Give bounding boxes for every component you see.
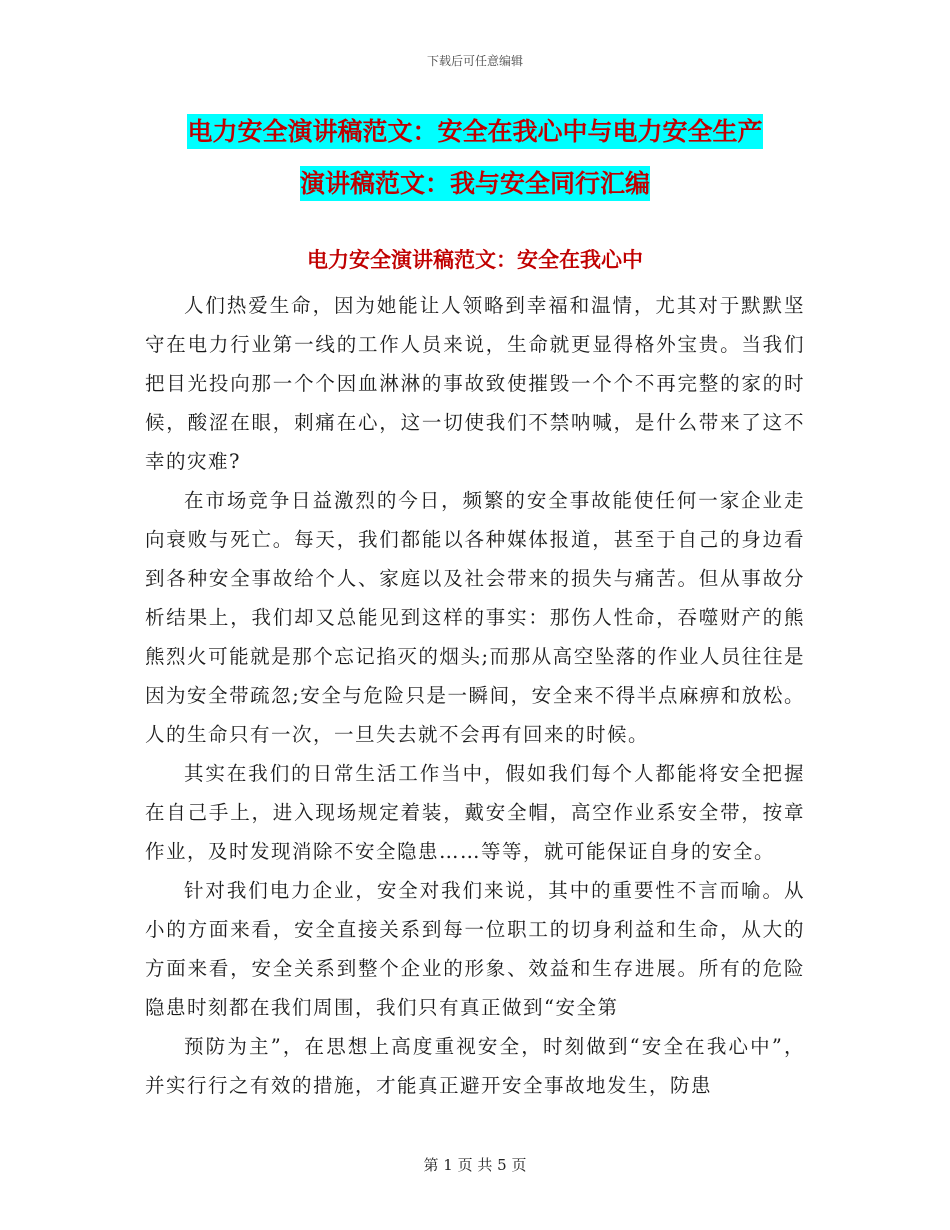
- title-line-2: 演讲稿范文：我与安全同行汇编: [300, 166, 650, 201]
- paragraph: 针对我们电力企业，安全对我们来说，其中的重要性不言而喻。从小的方面来看，安全直接关系到每一位职工的切身利益和生命，从大的方面来看，安全关系到整个企业的形象、效益和生存进展。所有的危险隐患时刻都在我们周围，我们只有真正做到“安全第: [145, 879, 805, 1019]
- header-note: 下载后可任意编辑: [426, 54, 523, 68]
- paragraph: 其实在我们的日常生活工作当中，假如我们每个人都能将安全把握在自己手上，进入现场规定着装，戴安全帽，高空作业系安全带，按章作业，及时发现消除不安全隐患……等等，就可能保证自身的安全。: [145, 762, 805, 863]
- paragraph: 在市场竞争日益激烈的今日，频繁的安全事故能使任何一家企业走向衰败与死亡。每天，我们都能以各种媒体报道，甚至于自己的身边看到各种安全事故给个人、家庭以及社会带来的损失与痛苦。但从事故分析结果上，我们却又总能见到这样的事实：那伤人性命，吞噬财产的熊熊烈火可能就是那个忘记掐灭的烟头;而那从高空坠落的作业人员往往是因为安全带疏忽;安全与危险只是一瞬间，安全来不得半点麻痹和放松。人的生命只有一次，一旦失去就不会再有回来的时候。: [145, 489, 805, 746]
- section-title: 电力安全演讲稿范文：安全在我心中: [307, 248, 643, 272]
- title-line-1: 电力安全演讲稿范文：安全在我心中与电力安全生产: [187, 114, 762, 149]
- page-footer: 第 1 页 共 5 页: [423, 1156, 527, 1174]
- body-text: [145, 286, 805, 1105]
- paragraph: 预防为主”，在思想上高度重视安全，时刻做到“安全在我心中”，并实行行之有效的措施，才能真正避开安全事故地发生，防患: [145, 1035, 805, 1097]
- document-title: [140, 106, 810, 210]
- paragraph: 人们热爱生命，因为她能让人领略到幸福和温情，尤其对于默默坚守在电力行业第一线的工作人员来说，生命就更显得格外宝贵。当我们把目光投向那一个个因血淋淋的事故致使摧毁一个个不再完整的家的时候，酸涩在眼，刺痛在心，这一切使我们不禁呐喊，是什么带来了这不幸的灾难?: [145, 294, 805, 473]
